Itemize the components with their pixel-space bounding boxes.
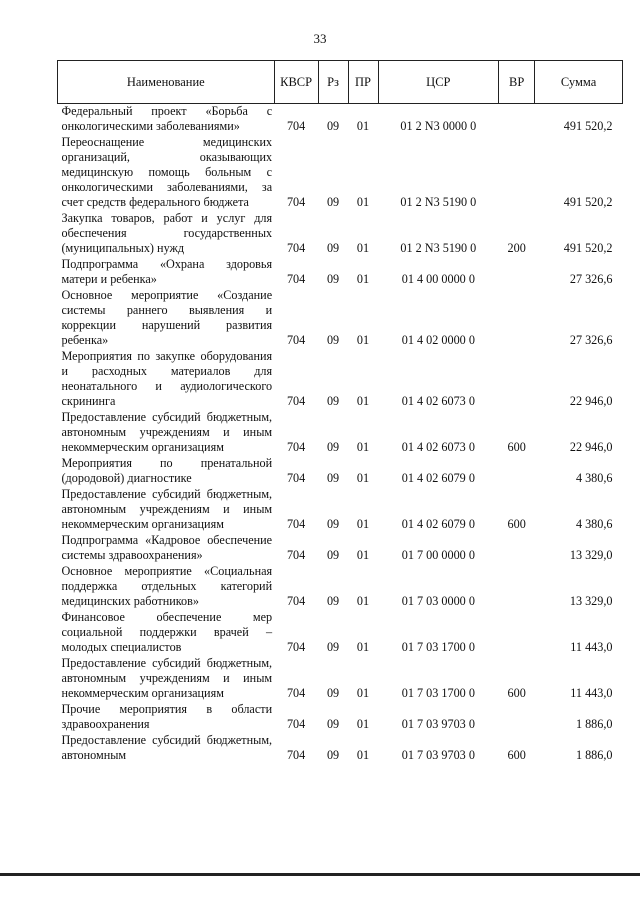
cell-pr: 01	[356, 272, 370, 286]
cell-vr: 200	[507, 241, 526, 255]
cell-csr: 01 7 03 1700 0	[401, 686, 475, 700]
table-row	[58, 487, 623, 533]
cell-csr: 01 2 N3 5190 0	[400, 195, 477, 209]
cell-vr: 600	[507, 517, 526, 531]
cell-sum: 13 329,0	[569, 548, 613, 562]
cell-vr: 600	[507, 748, 526, 762]
cell-pr: 01	[356, 594, 370, 608]
cell-pr: 01	[356, 471, 370, 485]
cell-pr: 01	[356, 241, 370, 255]
table-row	[58, 349, 623, 410]
cell-name: Предоставление субсидий бюджетным, автономным учреждениям и иным некоммерческим организациям	[61, 656, 273, 700]
cell-name: Предоставление субсидий бюджетным, автономным учреждениям и иным некоммерческим организациям	[61, 410, 273, 454]
cell-rz: 09	[326, 394, 340, 408]
cell-kvsr: 704	[286, 241, 306, 255]
cell-vr	[499, 135, 535, 211]
cell-csr: 01 4 02 6073 0	[401, 394, 475, 408]
cell-csr: 01 7 03 0000 0	[401, 594, 475, 608]
header-vr: ВР	[499, 61, 535, 104]
cell-pr: 01	[356, 440, 370, 454]
cell-rz: 09	[326, 640, 340, 654]
cell-rz: 09	[326, 272, 340, 286]
cell-csr: 01 7 03 1700 0	[401, 640, 475, 654]
cell-sum: 11 443,0	[570, 640, 613, 654]
cell-kvsr: 704	[286, 272, 306, 286]
cell-vr: 600	[507, 440, 526, 454]
cell-rz: 09	[326, 517, 340, 531]
cell-name: Предоставление субсидий бюджетным, автономным	[61, 733, 273, 762]
cell-name: Федеральный проект «Борьба с онкологическими заболеваниями»	[61, 104, 273, 133]
cell-vr	[499, 702, 535, 733]
cell-name: Основное мероприятие «Создание системы раннего выявления и коррекции нарушений развития ребенка»	[61, 288, 273, 347]
table-row	[58, 656, 623, 702]
cell-csr: 01 4 00 0000 0	[401, 272, 475, 286]
bottom-rule	[0, 873, 640, 876]
cell-sum: 1 886,0	[575, 717, 613, 731]
cell-vr	[499, 533, 535, 564]
table-row	[58, 135, 623, 211]
cell-kvsr: 704	[286, 195, 306, 209]
cell-name: Прочие мероприятия в области здравоохранения	[61, 702, 273, 731]
cell-sum: 4 380,6	[575, 471, 613, 485]
cell-sum: 491 520,2	[563, 195, 613, 209]
cell-rz: 09	[326, 594, 340, 608]
cell-rz: 09	[326, 717, 340, 731]
header-csr: ЦСР	[378, 61, 499, 104]
table-row	[58, 288, 623, 349]
cell-pr: 01	[356, 717, 370, 731]
cell-sum: 491 520,2	[563, 241, 613, 255]
table-row	[58, 733, 623, 764]
table-row	[58, 104, 623, 136]
cell-name: Закупка товаров, работ и услуг для обеспечения государственных (муниципальных) нужд	[61, 211, 273, 255]
table-row	[58, 610, 623, 656]
cell-name: Мероприятия по закупке оборудования и расходных материалов для неонатального и аудиологического скрининга	[61, 349, 273, 408]
cell-csr: 01 2 N3 0000 0	[400, 119, 477, 133]
table-row	[58, 257, 623, 288]
cell-sum: 491 520,2	[563, 119, 613, 133]
cell-vr	[499, 104, 535, 136]
cell-csr: 01 4 02 6073 0	[401, 440, 475, 454]
cell-csr: 01 4 02 6079 0	[401, 471, 475, 485]
cell-pr: 01	[356, 640, 370, 654]
cell-kvsr: 704	[286, 119, 306, 133]
cell-csr: 01 7 03 9703 0	[401, 717, 475, 731]
cell-vr	[499, 257, 535, 288]
cell-kvsr: 704	[286, 640, 306, 654]
cell-kvsr: 704	[286, 440, 306, 454]
cell-name: Предоставление субсидий бюджетным, автономным учреждениям и иным некоммерческим организациям	[61, 487, 273, 531]
cell-sum: 1 886,0	[575, 748, 613, 762]
cell-rz: 09	[326, 748, 340, 762]
cell-rz: 09	[326, 195, 340, 209]
cell-sum: 27 326,6	[569, 333, 613, 347]
cell-kvsr: 704	[286, 394, 306, 408]
cell-vr	[499, 288, 535, 349]
cell-kvsr: 704	[286, 594, 306, 608]
header-rz: Рз	[318, 61, 348, 104]
cell-rz: 09	[326, 440, 340, 454]
header-name: Наименование	[58, 61, 275, 104]
cell-pr: 01	[356, 333, 370, 347]
cell-pr: 01	[356, 195, 370, 209]
cell-vr	[499, 564, 535, 610]
cell-vr	[499, 456, 535, 487]
cell-pr: 01	[356, 548, 370, 562]
header-pr: ПР	[348, 61, 378, 104]
cell-rz: 09	[326, 333, 340, 347]
page-number: 33	[313, 31, 327, 46]
cell-rz: 09	[326, 548, 340, 562]
cell-kvsr: 704	[286, 748, 306, 762]
table-header	[58, 61, 623, 104]
cell-pr: 01	[356, 119, 370, 133]
cell-name: Переоснащение медицинских организаций, оказывающих медицинскую помощь больным с онкологическими заболеваниями, за счет средств федерального бюджета	[61, 135, 273, 209]
cell-kvsr: 704	[286, 517, 306, 531]
cell-pr: 01	[356, 748, 370, 762]
cell-rz: 09	[326, 471, 340, 485]
cell-sum: 22 946,0	[569, 394, 613, 408]
cell-sum: 22 946,0	[569, 440, 613, 454]
cell-kvsr: 704	[286, 333, 306, 347]
cell-sum: 11 443,0	[570, 686, 613, 700]
cell-kvsr: 704	[286, 686, 306, 700]
table-row	[58, 456, 623, 487]
table-row	[58, 533, 623, 564]
cell-name: Мероприятия по пренатальной (дородовой) диагностике	[61, 456, 273, 485]
cell-kvsr: 704	[286, 471, 306, 485]
cell-vr	[499, 610, 535, 656]
cell-vr: 600	[507, 686, 526, 700]
table-row	[58, 410, 623, 456]
cell-kvsr: 704	[286, 717, 306, 731]
cell-rz: 09	[326, 686, 340, 700]
budget-table	[57, 60, 623, 764]
cell-name: Финансовое обеспечение мер социальной поддержки врачей – молодых специалистов	[61, 610, 273, 654]
table-row	[58, 702, 623, 733]
cell-sum: 27 326,6	[569, 272, 613, 286]
cell-sum: 13 329,0	[569, 594, 613, 608]
cell-kvsr: 704	[286, 548, 306, 562]
table-row	[58, 564, 623, 610]
cell-sum: 4 380,6	[575, 517, 613, 531]
table-row	[58, 211, 623, 257]
cell-vr	[499, 349, 535, 410]
cell-csr: 01 4 02 6079 0	[401, 517, 475, 531]
cell-name: Подпрограмма «Охрана здоровья матери и ребенка»	[61, 257, 273, 286]
cell-csr: 01 2 N3 5190 0	[400, 241, 477, 255]
cell-pr: 01	[356, 686, 370, 700]
header-kvsr: КВСР	[274, 61, 318, 104]
cell-csr: 01 7 03 9703 0	[401, 748, 475, 762]
cell-csr: 01 7 00 0000 0	[401, 548, 475, 562]
cell-rz: 09	[326, 241, 340, 255]
table-body	[58, 104, 623, 765]
cell-rz: 09	[326, 119, 340, 133]
cell-pr: 01	[356, 394, 370, 408]
header-sum: Сумма	[535, 61, 623, 104]
cell-name: Основное мероприятие «Социальная поддержка отдельных категорий медицинских работников»	[61, 564, 273, 608]
cell-csr: 01 4 02 0000 0	[401, 333, 475, 347]
cell-name: Подпрограмма «Кадровое обеспечение системы здравоохранения»	[61, 533, 273, 562]
cell-pr: 01	[356, 517, 370, 531]
